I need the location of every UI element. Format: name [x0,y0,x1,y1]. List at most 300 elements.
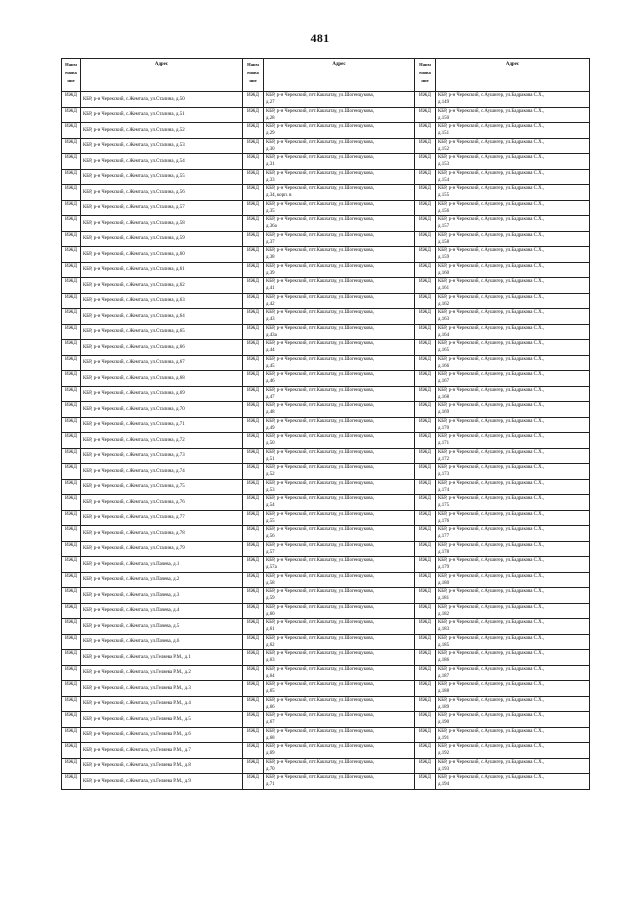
address [436,200,590,216]
table-row [62,216,590,232]
address [436,696,590,712]
address-house-number: д.170 [438,425,450,431]
address-street: КБР, р-н Черекский, пгт.Кашхатау, ул.Шогенцукова, [266,93,374,98]
address [436,247,590,263]
address-street: КБР, р-н Черекский, пгт.Кашхатау, ул.Шогенцукова, [266,744,374,749]
object-type: ИЖД [62,712,81,728]
address-house-number: д.48 [266,410,275,416]
address [436,169,590,185]
address [264,340,415,356]
table-row [62,541,590,557]
address: КБР, р-н Черекский, с.Жемтала, ул.Геляева Р.М., д.5 [81,712,243,728]
address [264,371,415,387]
address [436,123,590,139]
object-type: ИЖД [62,448,81,464]
address [436,231,590,247]
address-house-number: д.45 [266,363,275,369]
object-type: ИЖД [243,743,264,759]
table-row [62,464,590,480]
address [436,107,590,123]
object-type: ИЖД [415,386,436,402]
address-street: КБР, р-н Черекский, с.Аушигер, ул.Бадракова С.Х., [438,589,545,594]
table-row [62,355,590,371]
address [264,572,415,588]
address-house-number: д.49 [266,425,275,431]
object-type: ИЖД [243,355,264,371]
address [436,185,590,201]
address [436,293,590,309]
object-type: ИЖД [243,665,264,681]
table-row [62,262,590,278]
address-house-number: д.167 [438,379,450,385]
address-street: КБР, р-н Черекский, пгт.Кашхатау, ул.Шогенцукова, [266,108,374,114]
address [436,355,590,371]
page-number: 481 [310,31,330,45]
object-type: ИЖД [415,665,436,681]
address [436,138,590,154]
address-house-number: д.181 [438,596,450,602]
address [264,464,415,480]
address-street: КБР, р-н Черекский, пгт.Кашхатау, ул.Шогенцукова, [266,775,374,780]
table-row [62,479,590,495]
header-name-middle: Наим енова ние [243,59,264,92]
address [264,154,415,170]
address-house-number: д.47 [266,394,275,400]
address [436,495,590,511]
address [264,743,415,759]
header-name-right: Наим енова ние [415,59,436,92]
address: КБР, р-н Черекский, с.Жемтала, ул.Геляева Р.М., д.8 [81,758,243,774]
address [436,309,590,325]
object-type: ИЖД [243,107,264,123]
object-type: ИЖД [415,464,436,480]
object-type: ИЖД [415,278,436,294]
address-house-number: д.175 [438,503,450,509]
table-row [62,665,590,681]
table-row [62,185,590,201]
address [264,650,415,666]
object-type: ИЖД [415,712,436,728]
object-type: ИЖД [62,557,81,573]
object-type: ИЖД [243,169,264,185]
object-type: ИЖД [243,309,264,325]
address-street: КБР, р-н Черекский, пгт.Кашхатау, ул.Шогенцукова, [266,201,374,207]
object-type: ИЖД [243,572,264,588]
address-house-number: д.162 [438,301,450,307]
address-house-number: д.165 [438,348,450,354]
address-street: КБР, р-н Черекский, пгт.Кашхатау, ул.Шогенцукова, [266,248,374,253]
object-type: ИЖД [62,681,81,697]
object-type: ИЖД [243,526,264,542]
table-row [62,107,590,123]
address [436,92,590,108]
object-type: ИЖД [62,774,81,790]
address: КБР, р-н Черекский, с.Жемтала, ул.Сталина, д.65 [81,324,243,340]
address-house-number: д.188 [438,689,450,695]
address-street: КБР, р-н Черекский, с.Аушигер, ул.Бадракова С.Х., [438,124,545,129]
header-address-right: Адрес [436,59,590,92]
address: КБР, р-н Черекский, с.Жемтала, ул.Сталина, д.72 [81,433,243,449]
object-type: ИЖД [415,340,436,356]
address-street: КБР, р-н Черекский, с.Аушигер, ул.Бадракова С.Х., [438,372,545,377]
address-street: КБР, р-н Черекский, с.Аушигер, ул.Бадракова С.Х., [438,620,545,625]
address-house-number: д.176 [438,518,450,524]
object-type: ИЖД [62,650,81,666]
object-type: ИЖД [62,696,81,712]
address-street: КБР, р-н Черекский, с.Аушигер, ул.Бадракова С.Х., [438,465,545,470]
address [436,774,590,790]
table-row [62,278,590,294]
address-street: КБР, р-н Черекский, с.Аушигер, ул.Бадракова С.Х., [438,201,545,207]
address [264,541,415,557]
object-type: ИЖД [243,696,264,712]
table-row [62,557,590,573]
object-type: ИЖД [62,464,81,480]
address-house-number: д.193 [438,766,450,772]
address [436,324,590,340]
object-type: ИЖД [415,572,436,588]
address-street: КБР, р-н Черекский, пгт.Кашхатау, ул.Шогенцукова, [266,666,374,672]
object-type: ИЖД [415,107,436,123]
table-row [62,200,590,216]
address [264,278,415,294]
address-house-number: д.55 [266,518,275,524]
address-house-number: д.178 [438,549,450,555]
address-street: КБР, р-н Черекский, с.Аушигер, ул.Бадракова С.Х., [438,744,545,749]
object-type: ИЖД [243,92,264,108]
object-type: ИЖД [62,262,81,278]
table-row [62,293,590,309]
address-street: КБР, р-н Черекский, с.Аушигер, ул.Бадракова С.Х., [438,573,545,579]
address-house-number: д.189 [438,704,450,710]
object-type: ИЖД [415,557,436,573]
address-street: КБР, р-н Черекский, с.Аушигер, ул.Бадракова С.Х., [438,93,545,98]
object-type: ИЖД [62,665,81,681]
address-street: КБР, р-н Черекский, пгт.Кашхатау, ул.Шогенцукова, [266,697,374,703]
object-type: ИЖД [62,355,81,371]
address: КБР, р-н Черекский, с.Жемтала, ул.Геляева Р.М., д.3 [81,681,243,697]
address-street: КБР, р-н Черекский, пгт.Кашхатау, ул.Шогенцукова, [266,573,374,579]
object-type: ИЖД [62,247,81,263]
address-street: КБР, р-н Черекский, с.Аушигер, ул.Бадракова С.Х., [438,728,545,734]
table-row [62,634,590,650]
address [436,386,590,402]
address-house-number: д.58 [266,580,275,586]
object-type: ИЖД [243,417,264,433]
address-street: КБР, р-н Черекский, пгт.Кашхатау, ул.Шогенцукова, [266,387,374,393]
table-row [62,495,590,511]
registry-table [61,58,590,790]
object-type: ИЖД [243,185,264,201]
address [264,92,415,108]
address: КБР, р-н Черекский, с.Жемтала, ул.Сталина, д.79 [81,541,243,557]
object-type: ИЖД [243,262,264,278]
address-street: КБР, р-н Черекский, пгт.Кашхатау, ул.Шогенцукова, [266,325,374,331]
object-type: ИЖД [415,200,436,216]
object-type: ИЖД [62,417,81,433]
object-type: ИЖД [243,712,264,728]
address [264,185,415,201]
address [436,433,590,449]
address: КБР, р-н Черекский, с.Жемтала, ул.Геляева Р.М., д.4 [81,696,243,712]
address-house-number: д.68 [266,735,275,741]
address: КБР, р-н Черекский, с.Жемтала, ул.Сталина, д.63 [81,293,243,309]
address-street: КБР, р-н Черекский, с.Аушигер, ул.Бадракова С.Х., [438,418,545,424]
address-street: КБР, р-н Черекский, с.Аушигер, ул.Бадракова С.Х., [438,217,545,222]
address-house-number: д.29 [266,131,275,137]
address-street: КБР, р-н Черекский, пгт.Кашхатау, ул.Шогенцукова, [266,124,374,129]
table-row [62,402,590,418]
address: КБР, р-н Черекский, с.Жемтала, ул.Пачева, д.4 [81,603,243,619]
address-house-number: д.182 [438,611,450,617]
address [264,324,415,340]
address [264,216,415,232]
object-type: ИЖД [415,696,436,712]
address-street: КБР, р-н Черекский, пгт.Кашхатау, ул.Шогенцукова, [266,155,374,160]
address-street: КБР, р-н Черекский, с.Аушигер, ул.Бадракова С.Х., [438,775,545,780]
object-type: ИЖД [62,138,81,154]
address-house-number: д.27 [266,100,275,106]
address-house-number: д.65 [266,689,275,695]
address-street: КБР, р-н Черекский, пгт.Кашхатау, ул.Шогенцукова, [266,186,374,191]
object-type: ИЖД [243,758,264,774]
address-house-number: д.33 [266,177,275,183]
address: КБР, р-н Черекский, с.Жемтала, ул.Сталина, д.78 [81,526,243,542]
object-type: ИЖД [243,495,264,511]
address [264,681,415,697]
object-type: ИЖД [62,572,81,588]
address-house-number: д.46 [266,379,275,385]
address-house-number: д.152 [438,146,450,152]
address [436,603,590,619]
address-house-number: д.150 [438,115,450,121]
address [264,665,415,681]
address: КБР, р-н Черекский, с.Жемтала, ул.Сталина, д.71 [81,417,243,433]
address [436,665,590,681]
address: КБР, р-н Черекский, с.Жемтала, ул.Пачева, д.2 [81,572,243,588]
address: КБР, р-н Черекский, с.Жемтала, ул.Сталина, д.55 [81,169,243,185]
table-row [62,386,590,402]
address-street: КБР, р-н Черекский, пгт.Кашхатау, ул.Шогенцукова, [266,418,374,424]
address [264,557,415,573]
address: КБР, р-н Черекский, с.Жемтала, ул.Сталина, д.57 [81,200,243,216]
address-house-number: д.30 [266,146,275,152]
address-house-number: д.161 [438,286,450,292]
address-house-number: д.43а [266,332,277,338]
object-type: ИЖД [62,727,81,743]
address: КБР, р-н Черекский, с.Жемтала, ул.Сталина, д.62 [81,278,243,294]
address [264,231,415,247]
table-row [62,154,590,170]
address [436,402,590,418]
address-house-number: д.61 [266,627,275,633]
address: КБР, р-н Черекский, с.Жемтала, ул.Сталина, д.68 [81,371,243,387]
address [264,247,415,263]
address [264,479,415,495]
address-house-number: д.39 [266,270,275,276]
table-row [62,588,590,604]
object-type: ИЖД [415,138,436,154]
address: КБР, р-н Черекский, с.Жемтала, ул.Сталина, д.64 [81,309,243,325]
address [264,433,415,449]
address-street: КБР, р-н Черекский, с.Аушигер, ул.Бадракова С.Х., [438,434,545,439]
address-street: КБР, р-н Черекский, с.Аушигер, ул.Бадракова С.Х., [438,496,545,501]
address-street: КБР, р-н Черекский, с.Аушигер, ул.Бадракова С.Х., [438,139,545,145]
address: КБР, р-н Черекский, с.Жемтала, ул.Пачева, д.1 [81,557,243,573]
address-street: КБР, р-н Черекский, пгт.Кашхатау, ул.Шогенцукова, [266,341,374,346]
address: КБР, р-н Черекский, с.Жемтала, ул.Сталина, д.69 [81,386,243,402]
object-type: ИЖД [62,402,81,418]
address [264,123,415,139]
address-street: КБР, р-н Черекский, пгт.Кашхатау, ул.Шогенцукова, [266,589,374,594]
table-row [62,247,590,263]
address: КБР, р-н Черекский, с.Жемтала, ул.Сталина, д.56 [81,185,243,201]
object-type: ИЖД [62,479,81,495]
address-house-number: д.43 [266,317,275,323]
address-house-number: д.57 [266,549,275,555]
address-house-number: д.173 [438,472,450,478]
address-street: КБР, р-н Черекский, пгт.Кашхатау, ул.Шогенцукова, [266,403,374,408]
table-header-row [62,59,590,92]
address-house-number: д.159 [438,255,450,261]
object-type: ИЖД [415,247,436,263]
address-house-number: д.36а [266,224,277,230]
object-type: ИЖД [415,154,436,170]
address [264,262,415,278]
table-row [62,743,590,759]
object-type: ИЖД [415,727,436,743]
object-type: ИЖД [415,324,436,340]
object-type: ИЖД [415,123,436,139]
address [264,169,415,185]
address [436,216,590,232]
object-type: ИЖД [415,433,436,449]
object-type: ИЖД [243,278,264,294]
address: КБР, р-н Черекский, с.Жемтала, ул.Сталина, д.73 [81,448,243,464]
address-house-number: д.169 [438,410,450,416]
address-house-number: д.157 [438,224,450,230]
address-house-number: д.56 [266,534,275,540]
address-street: КБР, р-н Черекский, с.Аушигер, ул.Бадракова С.Х., [438,403,545,408]
address-house-number: д.50 [266,441,275,447]
address-street: КБР, р-н Черекский, пгт.Кашхатау, ул.Шогенцукова, [266,620,374,625]
address-street: КБР, р-н Черекский, с.Аушигер, ул.Бадракова С.Х., [438,232,545,238]
address [436,541,590,557]
address: КБР, р-н Черекский, с.Жемтала, ул.Сталина, д.60 [81,247,243,263]
address [264,402,415,418]
address [436,278,590,294]
object-type: ИЖД [62,154,81,170]
object-type: ИЖД [62,278,81,294]
address [264,138,415,154]
object-type: ИЖД [243,619,264,635]
address: КБР, р-н Черекский, с.Жемтала, ул.Пачева, д.3 [81,588,243,604]
object-type: ИЖД [62,433,81,449]
address-street: КБР, р-н Черекский, пгт.Кашхатау, ул.Шогенцукова, [266,728,374,734]
address-house-number: д.166 [438,363,450,369]
address [436,634,590,650]
object-type: ИЖД [243,557,264,573]
address: КБР, р-н Черекский, с.Жемтала, ул.Геляева Р.М., д.6 [81,727,243,743]
address-house-number: д.171 [438,441,450,447]
table-row [62,526,590,542]
address [264,588,415,604]
address-house-number: д.53 [266,487,275,493]
object-type: ИЖД [415,169,436,185]
address: КБР, р-н Черекский, с.Жемтала, ул.Сталина, д.51 [81,107,243,123]
address-house-number: д.180 [438,580,450,586]
address-street: КБР, р-н Черекский, пгт.Кашхатау, ул.Шогенцукова, [266,279,374,284]
address-street: КБР, р-н Черекский, с.Аушигер, ул.Бадракова С.Х., [438,186,545,191]
table-row [62,681,590,697]
address-street: КБР, р-н Черекский, с.Аушигер, ул.Бадракова С.Х., [438,325,545,331]
address: КБР, р-н Черекский, с.Жемтала, ул.Сталина, д.52 [81,123,243,139]
address-house-number: д.191 [438,735,450,741]
table-row [62,231,590,247]
table-row [62,92,590,108]
address-house-number: д.69 [266,751,275,757]
object-type: ИЖД [243,448,264,464]
address-street: КБР, р-н Черекский, с.Аушигер, ул.Бадракова С.Х., [438,294,545,300]
table-row [62,138,590,154]
address-street: КБР, р-н Черекский, пгт.Кашхатау, ул.Шогенцукова, [266,310,374,315]
object-type: ИЖД [415,479,436,495]
address-street: КБР, р-н Черекский, пгт.Кашхатау, ул.Шогенцукова, [266,356,374,362]
object-type: ИЖД [415,526,436,542]
address [264,355,415,371]
address-street: КБР, р-н Черекский, с.Аушигер, ул.Бадракова С.Х., [438,604,545,610]
object-type: ИЖД [243,681,264,697]
object-type: ИЖД [243,371,264,387]
address-house-number: д.187 [438,673,450,679]
address-house-number: д.192 [438,751,450,757]
address [436,154,590,170]
table-row [62,169,590,185]
object-type: ИЖД [243,588,264,604]
object-type: ИЖД [243,774,264,790]
address [436,417,590,433]
object-type: ИЖД [415,634,436,650]
address-street: КБР, р-н Черекский, с.Аушигер, ул.Бадракова С.Х., [438,341,545,346]
table-row [62,696,590,712]
object-type: ИЖД [243,603,264,619]
address-street: КБР, р-н Черекский, с.Аушигер, ул.Бадракова С.Х., [438,759,545,765]
object-type: ИЖД [62,216,81,232]
table-row [62,758,590,774]
address [264,309,415,325]
address [264,774,415,790]
address [264,293,415,309]
address-house-number: д.158 [438,239,450,245]
address-street: КБР, р-н Черекский, пгт.Кашхатау, ул.Шогенцукова, [266,713,374,718]
address [264,619,415,635]
object-type: ИЖД [243,247,264,263]
address-house-number: д.168 [438,394,450,400]
address-street: КБР, р-н Черекский, пгт.Кашхатау, ул.Шогенцукова, [266,480,374,486]
address: КБР, р-н Черекский, с.Жемтала, ул.Сталина, д.70 [81,402,243,418]
address: КБР, р-н Черекский, с.Жемтала, ул.Геляева Р.М., д.1 [81,650,243,666]
address-house-number: д.67 [266,720,275,726]
address-street: КБР, р-н Черекский, пгт.Кашхатау, ул.Шогенцукова, [266,263,374,269]
object-type: ИЖД [62,758,81,774]
address-house-number: д.160 [438,270,450,276]
address [436,526,590,542]
address-street: КБР, р-н Черекский, с.Аушигер, ул.Бадракова С.Х., [438,527,545,532]
object-type: ИЖД [243,324,264,340]
address [264,495,415,511]
address-street: КБР, р-н Черекский, с.Аушигер, ул.Бадракова С.Х., [438,666,545,672]
address [436,619,590,635]
